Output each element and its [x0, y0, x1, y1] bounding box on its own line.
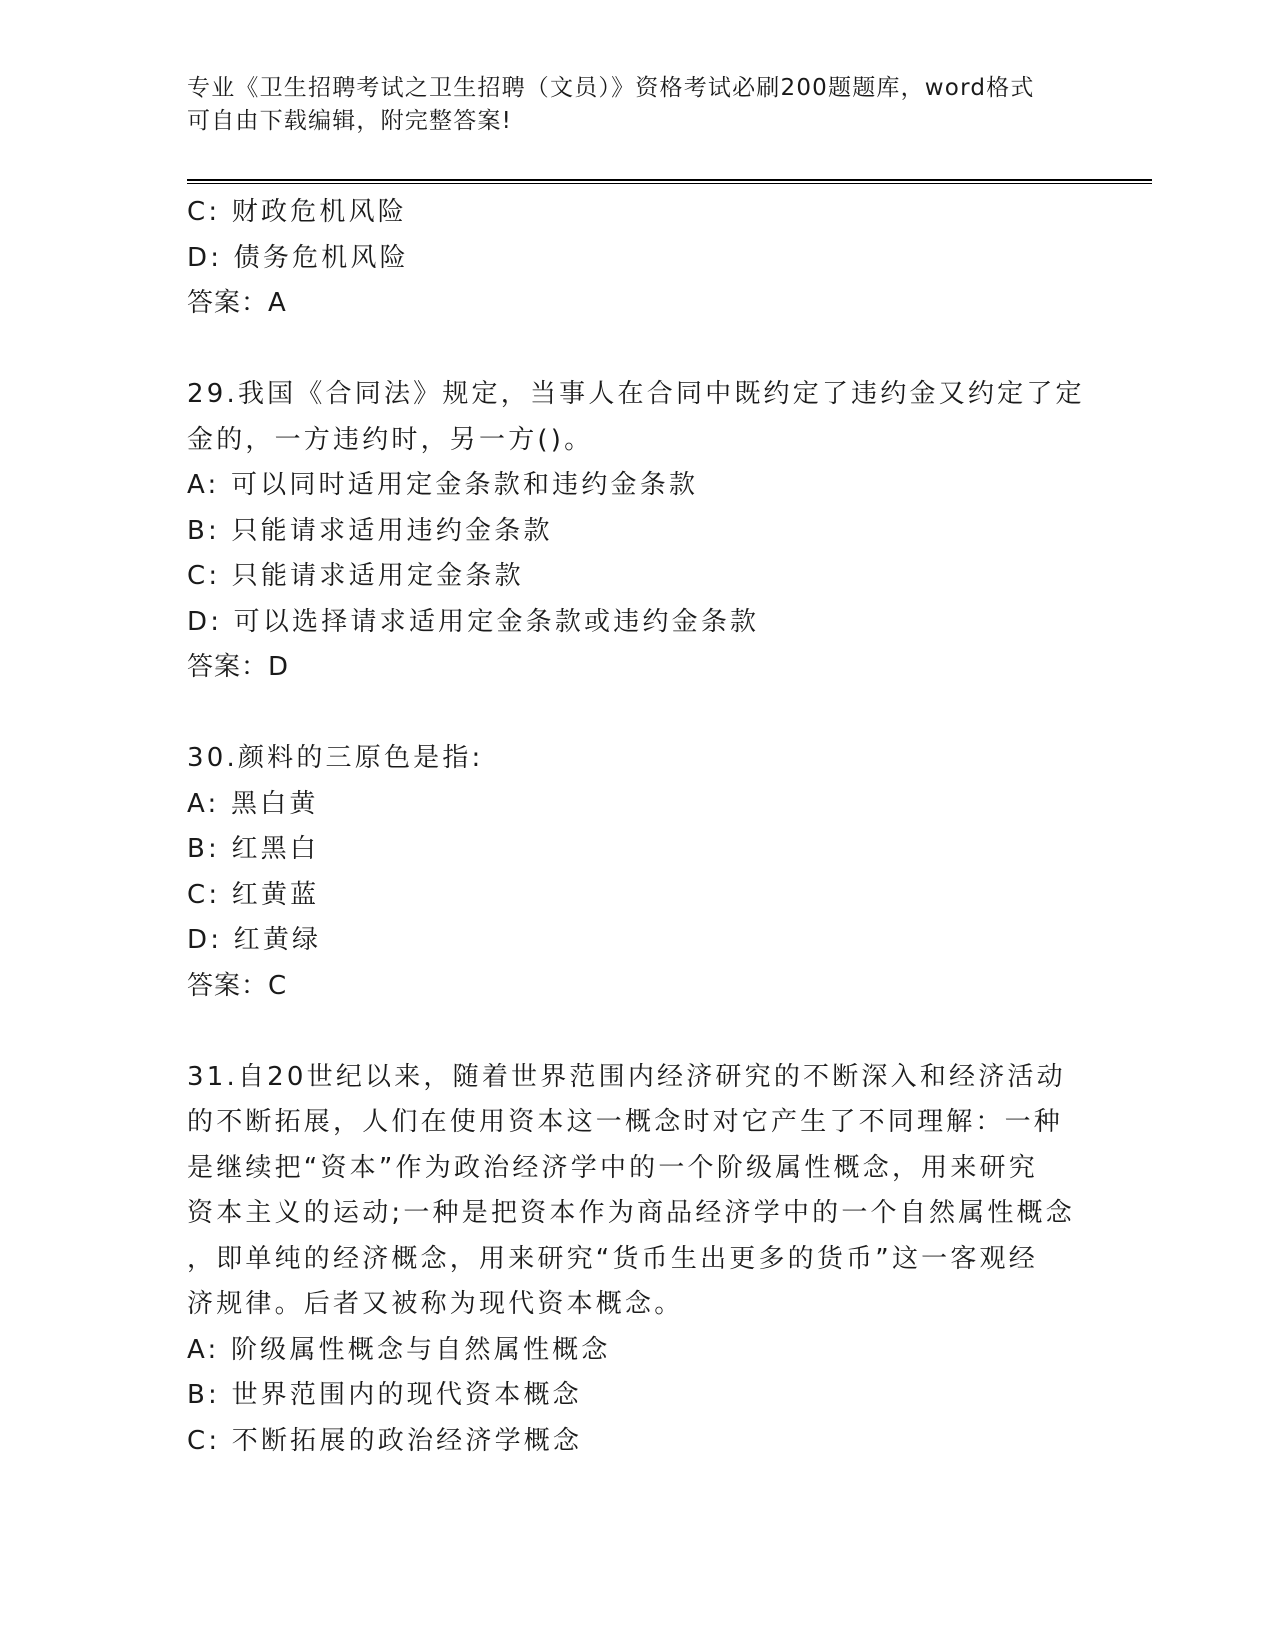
question-stem: 济规律。后者又被称为现代资本概念。 — [187, 1289, 684, 1319]
question-stem: 30.颜料的三原色是指: — [187, 743, 484, 773]
answer-label: 答案：D — [187, 652, 290, 682]
question-content — [187, 190, 1087, 1464]
option-d: D: 红黄绿 — [187, 925, 322, 955]
header-divider-thin — [187, 183, 1152, 184]
header-line-1: 专业《卫生招聘考试之卫生招聘（文员）》资格考试必刷200题题库，word格式 — [187, 75, 1035, 101]
option-c: C: 财政危机风险 — [187, 197, 407, 227]
option-b: B: 世界范围内的现代资本概念 — [187, 1380, 582, 1410]
answer-label: 答案：C — [187, 970, 288, 1001]
question-30 — [187, 736, 1087, 1009]
option-c: C: 只能请求适用定金条款 — [187, 561, 524, 591]
document-header — [187, 72, 1087, 138]
spacer — [187, 691, 1087, 737]
option-c: C: 不断拓展的政治经济学概念 — [187, 1425, 583, 1456]
option-d: D: 债务危机风险 — [187, 242, 409, 273]
option-a: A: 阶级属性概念与自然属性概念 — [187, 1334, 611, 1365]
option-a: A: 可以同时适用定金条款和违约金条款 — [187, 470, 699, 500]
question-stem: 是继续把“资本”作为政治经济学中的一个阶级属性概念，用来研究 — [187, 1152, 1038, 1183]
question-stem: 资本主义的运动;一种是把资本作为商品经济学中的一个自然属性概念 — [187, 1198, 1075, 1228]
option-b: B: 只能请求适用违约金条款 — [187, 515, 553, 546]
option-c: C: 红黄蓝 — [187, 879, 320, 910]
spacer — [187, 1009, 1087, 1055]
question-stem: 29.我国《合同法》规定，当事人在合同中既约定了违约金又约定了定 — [187, 379, 1085, 409]
question-stem: ，即单纯的经济概念，用来研究“货币生出更多的货币”这一客观经 — [187, 1243, 1038, 1274]
question-31 — [187, 1055, 1087, 1465]
header-line-2: 可自由下载编辑，附完整答案! — [187, 108, 513, 134]
header-divider-thick — [187, 179, 1152, 181]
question-stem: 金的，一方违约时，另一方()。 — [187, 424, 594, 455]
option-d: D: 可以选择请求适用定金条款或违约金条款 — [187, 606, 760, 637]
answer-label: 答案：A — [187, 288, 287, 318]
question-29 — [187, 372, 1087, 691]
question-stem: 的不断拓展，人们在使用资本这一概念时对它产生了不同理解：一种 — [187, 1107, 1064, 1137]
question-28-fragment — [187, 190, 1087, 327]
option-b: B: 红黑白 — [187, 834, 320, 864]
question-stem: 31.自20世纪以来，随着世界范围内经济研究的不断深入和经济活动 — [187, 1061, 1066, 1092]
option-a: A: 黑白黄 — [187, 788, 319, 819]
spacer — [187, 327, 1087, 373]
